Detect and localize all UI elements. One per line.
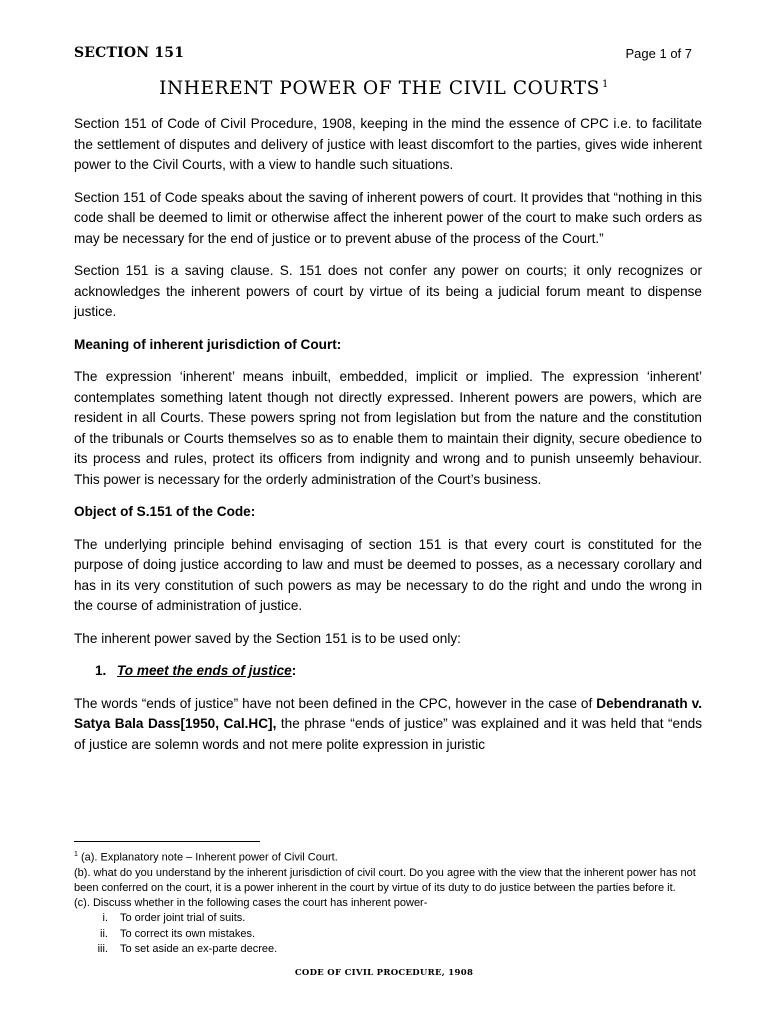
case-citation: Debendranath v. Satya Bala Dass[1950, Cal.HC], (74, 695, 702, 731)
heading-meaning: Meaning of inherent jurisdiction of Court: (74, 336, 342, 352)
list-item (74, 927, 702, 942)
footnote-a-text: (a). Explanatory note – Inherent power of Civil Court. (77, 851, 338, 864)
footnotes (74, 847, 702, 957)
paragraph-intro: Section 151 of Code of Civil Procedure, 1908, keeping in the mind the essence of CPC i.e. to facilitate the settlement of disputes and delivery of justice with least discomfort to the parties, gives wide inherent power to the Civil Courts, with a view to handle such situations. (74, 116, 702, 172)
numbered-item-colon: : (291, 663, 297, 678)
title-text: INHERENT POWER OF THE CIVIL COURTS (159, 78, 600, 99)
list-item-number: iii. (97, 942, 108, 955)
page-number: Page 1 of 7 (625, 46, 692, 61)
ends-of-justice-text-b: the phrase “ends of justice” was explained and it was held that “ends of justice are solemn words and not mere polite expression in juristic (74, 716, 702, 752)
footnote-a (74, 847, 702, 866)
title-footnote-marker: 1 (601, 78, 609, 90)
numbered-item-number: 1. (95, 663, 107, 678)
paragraph-object: The underlying principle behind envisaging of section 151 is that every court is constituted for the purpose of doing justice according to law and must be deemed to posses, as a necessary corollary and has in its very constitution of such powers as may be necessary to do the right and undo the wrong in the course of administration of justice. (74, 536, 702, 613)
document-title (0, 78, 768, 99)
list-item (74, 942, 702, 957)
list-item-number: ii. (100, 927, 108, 940)
document-body (74, 114, 702, 767)
list-item-text: To correct its own mistakes. (120, 927, 256, 940)
list-item-number: i. (102, 912, 108, 925)
paragraph-used-only: The inherent power saved by the Section 151 is to be used only: (74, 630, 461, 646)
ends-of-justice-text-a: The words “ends of justice” have not been defined in the CPC, however in the case of (74, 695, 597, 711)
footnote-c: (c). Discuss whether in the following cases the court has inherent power- (74, 897, 428, 910)
numbered-item-1 (95, 661, 702, 682)
heading-object: Object of S.151 of the Code: (74, 504, 256, 519)
list-item (74, 911, 702, 926)
footnote-roman-list (74, 911, 702, 957)
paragraph-saving-clause: Section 151 is a saving clause. S. 151 does not confer any power on courts; it only recognizes or acknowledges the inherent powers of court by virtue of its being a judicial forum meant to dispense justice. (74, 263, 702, 319)
list-item-text: To order joint trial of suits. (120, 912, 246, 925)
numbered-item-text: To meet the ends of justice (117, 663, 292, 678)
running-header-section: SECTION 151 (74, 45, 185, 61)
footnote-b: (b). what do you understand by the inherent jurisdiction of civil court. Do you agree with the view that the inherent power has not been conferred on the court, it is a power inherent in the court by virtue of its duty to do justice between the parties before it. (74, 866, 696, 895)
running-footer: CODE OF CIVIL PROCEDURE, 1908 (294, 968, 474, 978)
list-item-text: To set aside an ex-parte decree. (120, 942, 278, 955)
footnote-separator (74, 841, 260, 842)
paragraph-meaning: The expression ‘inherent’ means inbuilt, embedded, implicit or implied. The expression ‘inherent’ contemplates something latent though not directly expressed. Inherent powers are powers, which are resident in all Courts. These powers spring not from legislation but from the nature and the constitution of the tribunals or Courts themselves so as to enable them to maintain their dignity, secure obedience to its process and rules, protect its officers from indignity and wrong and to punish unseemly behaviour. This power is necessary for the orderly administration of the Court’s business. (74, 369, 702, 487)
paragraph-ends-of-justice (74, 694, 702, 756)
footnote-marker: 1 (74, 851, 78, 858)
paragraph-saving-provision: Section 151 of Code speaks about the saving of inherent powers of court. It provides that “nothing in this code shall be deemed to limit or otherwise affect the inherent power of the court to make such orders as may be necessary for the end of justice or to prevent abuse of the process of the Court.” (74, 189, 702, 246)
